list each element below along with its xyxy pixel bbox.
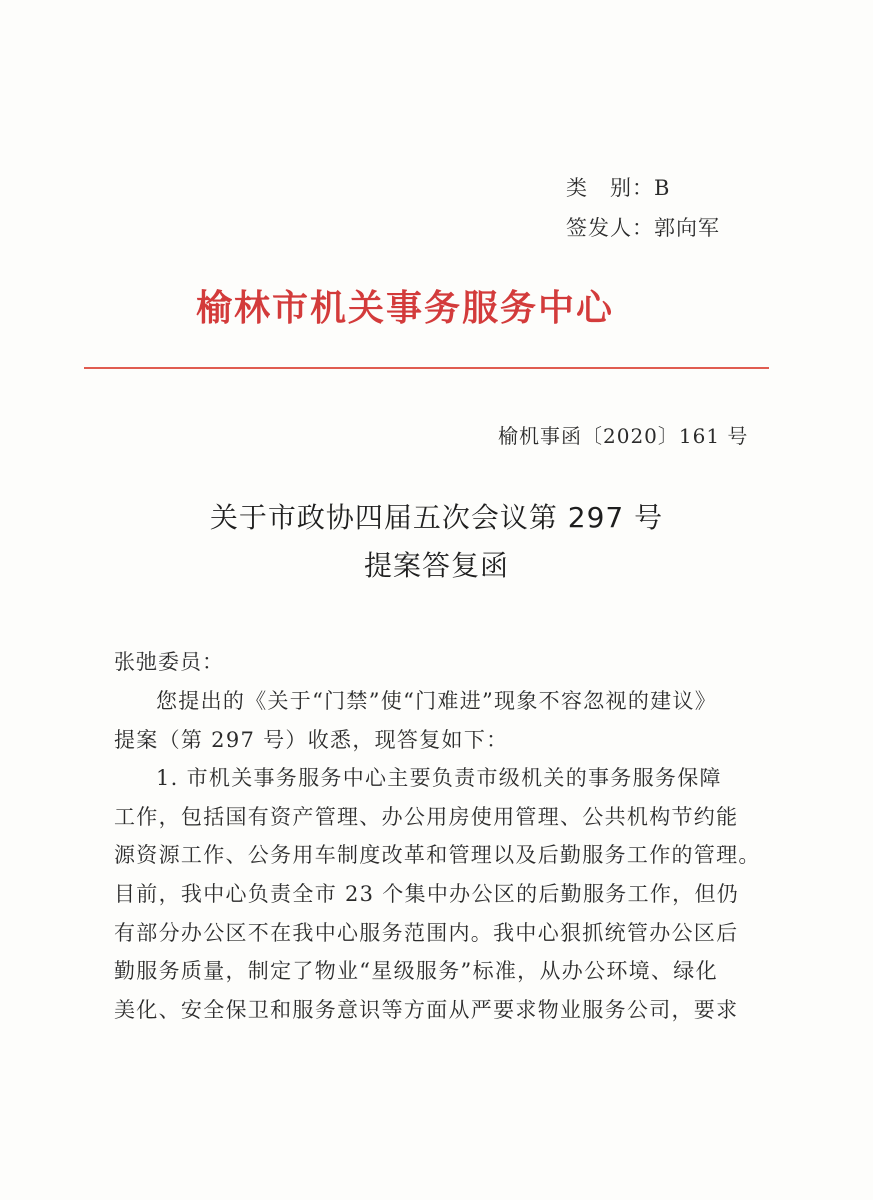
body-line: 目前，我中心负责全市 23 个集中办公区的后勤服务工作，但仍 xyxy=(114,881,740,906)
document-number: 榆机事函〔2020〕161 号 xyxy=(498,424,749,448)
organization-title: 榆林市机关事务服务中心 xyxy=(196,288,615,329)
signer-field: 签发人：郭向军 xyxy=(566,216,720,240)
body-line: 美化、安全保卫和服务意识等方面从严要求物业服务公司，要求 xyxy=(114,997,739,1022)
body-line: 有部分办公区不在我中心服务范围内。我中心狠抓统管办公区后 xyxy=(114,920,739,945)
body-line: 工作，包括国有资产管理、办公用房使用管理、公共机构节约能 xyxy=(114,804,739,829)
salutation: 张弛委员： xyxy=(114,650,224,674)
subject-line-2: 提案答复函 xyxy=(363,549,509,582)
body-line: 提案（第 297 号）收悉，现答复如下： xyxy=(114,727,509,752)
body-text xyxy=(114,682,764,1029)
subject-line-1: 关于市政协四届五次会议第 297 号 xyxy=(209,501,664,534)
body-line: 源资源工作、公务用车制度改革和管理以及后勤服务工作的管理。 xyxy=(114,843,761,868)
red-divider-line xyxy=(84,367,769,369)
body-line: 勤服务质量，制定了物业“星级服务”标准，从办公环境、绿化 xyxy=(114,959,718,984)
subject-title xyxy=(120,494,753,590)
body-line: 1. 市机关事务服务中心主要负责市级机关的事务服务保障 xyxy=(156,766,722,791)
body-line: 您提出的《关于“门禁”使“门难进”现象不容忽视的建议》 xyxy=(156,689,718,713)
category-field: 类 别：B xyxy=(566,176,671,200)
